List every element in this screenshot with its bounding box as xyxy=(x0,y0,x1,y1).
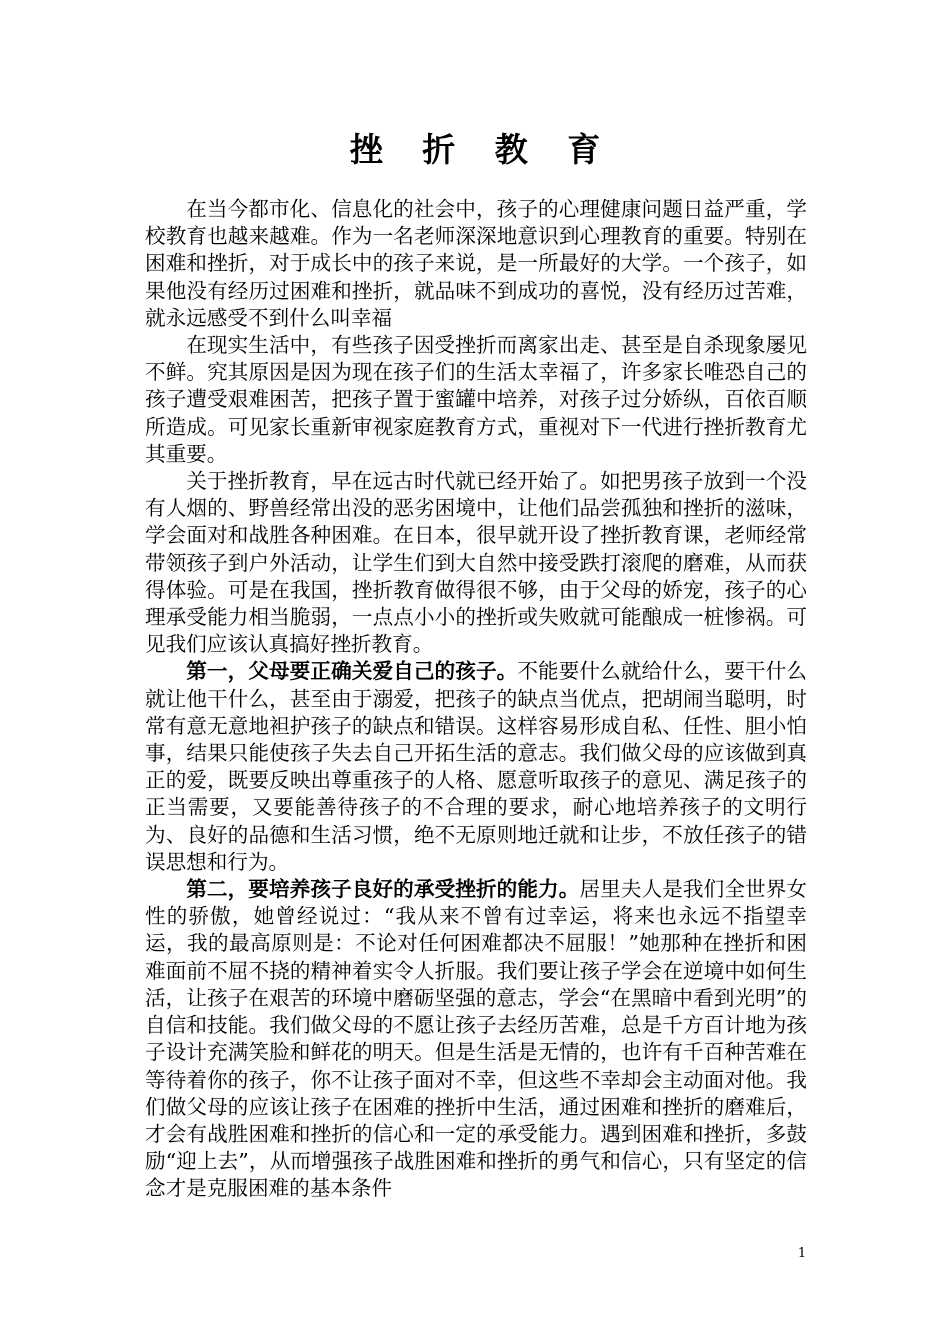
paragraph-4-text: 不能要什么就给什么，要干什么就让他干什么，甚至由于溺爱，把孩子的缺点当优点，把胡闹当聪明，时常有意无意地袒护孩子的缺点和错误。这样容易形成自私、任性、胆小怕事，结果只能使孩子失去自己开拓生活的意志。我们做父母的应该做到真正的爱，既要反映出尊重孩子的人格、愿意听取孩子的意见、满足孩子的正当需要，又要能善待孩子的不合理的要求，耐心地培养孩子的文明行为、良好的品德和生活习惯，绝不无原则地迁就和让步，不放任孩子的错误思想和行为。 xyxy=(145,659,807,874)
document-title: 挫 折 教 育 xyxy=(349,130,615,169)
paragraph-5 xyxy=(145,876,807,1202)
paragraph-1-text: 在当今都市化、信息化的社会中，孩子的心理健康问题日益严重，学校教育也越来越难。作为一名老师深深地意识到心理教育的重要。特别在困难和挫折，对于成长中的孩子来说，是一所最好的大学。一个孩子，如果他没有经历过困难和挫折，就品味不到成功的喜悦，没有经历过苦难，就永远感受不到什么叫幸福 xyxy=(145,197,807,330)
paragraph-3-text: 关于挫折教育，早在远古时代就已经开始了。如把男孩子放到一个没有人烟的、野兽经常出没的恶劣困境中，让他们品尝孤独和挫折的滋味，学会面对和战胜各种困难。在日本，很早就开设了挫折教育课，老师经常带领孩子到户外活动，让学生们到大自然中接受跌打滚爬的磨难，从而获得体验。可是在我国，挫折教育做得很不够，由于父母的娇宠，孩子的心理承受能力相当脆弱，一点点小小的挫折或失败就可能酿成一桩惨祸。可见我们应该认真搞好挫折教育。 xyxy=(145,469,807,657)
paragraph-4-lead: 第一，父母要正确关爱自己的孩子。 xyxy=(186,659,518,684)
paragraph-5-lead: 第二，要培养孩子良好的承受挫折的能力。 xyxy=(186,877,580,902)
paragraph-1 xyxy=(145,196,807,332)
paragraph-4 xyxy=(145,658,807,876)
document-body xyxy=(145,196,807,1203)
paragraph-5-text: 居里夫人是我们全世界女性的骄傲，她曾经说过：“我从来不曾有过幸运，将来也永远不指望幸运，我的最高原则是：不论对任何困难都决不屈服！”她那种在挫折和困难面前不屈不挠的精神着实令人折服。我们要让孩子学会在逆境中如何生活，让孩子在艰苦的环境中磨砺坚强的意志，学会“在黑暗中看到光明”的自信和技能。我们做父母的不愿让孩子去经历苦难，总是千方百计地为孩子设计充满笑脸和鲜花的明天。但是生活是无情的，也许有千百种苦难在等待着你的孩子，你不让孩子面对不幸，但这些不幸却会主动面对他。我们做父母的应该让孩子在困难的挫折中生活，通过困难和挫折的磨难后，才会有战胜困难和挫折的信心和一定的承受能力。遇到困难和挫折，多鼓励“迎上去”，从而增强孩子战胜困难和挫折的勇气和信心，只有坚定的信念才是克服困难的基本条件 xyxy=(145,877,808,1201)
page-number: 1 xyxy=(797,1246,807,1261)
paragraph-2-text: 在现实生活中，有些孩子因受挫折而离家出走、甚至是自杀现象屡见不鲜。究其原因是因为现在孩子们的生活太幸福了，许多家长唯恐自己的孩子遭受艰难困苦，把孩子置于蜜罐中培养，对孩子过分娇纵，百依百顺所造成。可见家长重新审视家庭教育方式，重视对下一代进行挫折教育尤其重要。 xyxy=(145,333,807,466)
paragraph-2 xyxy=(145,332,807,468)
paragraph-3 xyxy=(145,468,807,658)
